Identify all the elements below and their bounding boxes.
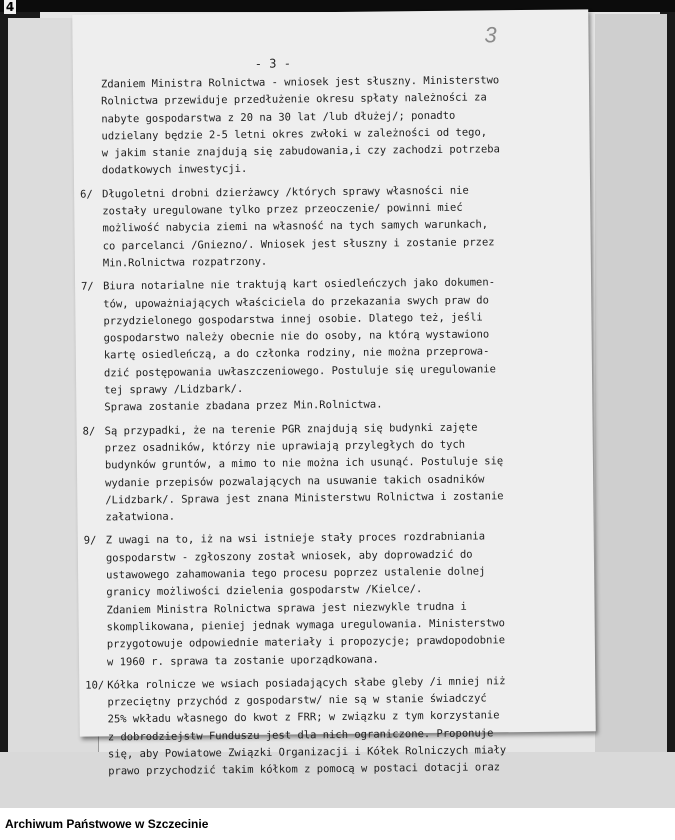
paragraph-8 [82,418,586,527]
typed-document-page [72,9,596,778]
paragraph-number: 10/ [85,679,105,692]
text-line: kartę osiedleńczą, a do członka rodziny, nie można przeprowa- [103,345,490,362]
text-line: się, aby Powiatowe Związki Organizacji i Kółek Rolniczych miały [107,744,507,761]
paragraph-number: 9/ [83,534,97,548]
text-line: przez osadników, którzy nie uprawiają przyległych do tych [104,438,466,455]
document-body [80,71,588,781]
text-line: Kółka rolnicze we wsiach posiadających słabe gleby /i mniej niż [107,675,506,692]
text-line: gospodarstw - zgłoszony został wniosek, aby doprowadzić do [105,548,473,565]
text-line: w 1960 r. sprawa ta zostanie uporządkowana. [106,653,379,668]
text-line: przeciętny przychód z gospodarstw/ nie są w stanie świadczyć [107,692,487,709]
text-line: z dobrodziejstw Funduszu jest dla nich ograniczone. Proponuje [107,727,494,744]
text-line: Sprawa zostanie zbadana przez Min.Rolnictwa. [104,398,383,414]
paragraph-number: 6/ [80,188,93,201]
text-line: możliwość nabycia ziemi na własność na tych samych warunkach, [102,218,489,235]
text-line: przydzielonego gospodarstwa innej osobie. Dlatego też, jeśli [103,311,483,328]
typed-page-marker: - 3 - [254,56,291,71]
paragraph-number: 7/ [81,280,94,293]
text-line: dodatkowych inwestycji. [101,163,248,177]
text-line: granicy możliwości dzielenia gospodarstw /Kielce/. [106,583,423,599]
text-line: Z uwagi na to, iż na wsi istnieje stały proces rozdrabniania [105,530,486,547]
text-line: Rolnictwa przewiduje przedłużenie okresu spłaty należności za [101,91,487,108]
text-line: Zdaniem Ministra Rolnictwa - wniosek jest słuszny. Ministerstwo [100,74,500,91]
archive-caption-bar [0,808,675,840]
text-line: budynków gruntów, a mimo to nie można ich usunąć. Postuluje się [104,455,504,472]
text-line: Są przypadki, że na terenie PGR znajdują się budynki zajęte [104,421,478,438]
text-line: wydanie przepisów pozwalających na usuwanie takich osadników [105,472,485,489]
paragraph-9 [83,528,587,671]
text-line: nabyte gospodarstwa z 20 na 30 lat /lub dłużej/; ponadto [101,109,456,126]
text-line: tów, upoważniających właściciela do przekazania swych praw do [103,293,489,310]
text-line: dzić postępowania uwłaszczeniowego. Postuluje się uregulowanie [103,363,496,380]
text-line: prawo przychodzić takim kółkom z pomocą w postaci dotacji oraz [108,761,501,778]
paragraph-intro [101,71,582,180]
paragraph-7 [81,274,584,417]
text-line: Długoletni drobni dzierżawcy /których sprawy własności nie [102,184,469,201]
paragraph-10 [85,672,588,781]
archive-caption: Archiwum Państwowe w Szczecinie [5,817,209,831]
paragraph-number: 8/ [82,425,96,438]
text-line: ustawowego zahamowania tego procesu poprzez ustalenie dolnej [106,565,486,582]
text-line: w jakim stanie znajdują się zabudowania,i czy zachodzi potrzeba [101,143,500,160]
text-line: gospodarstwo należy obecnie nie do osoby, na którą wystawiono [103,328,490,345]
paragraph-6 [80,181,583,273]
text-line: przygotowuje odpowiednie materiały i propozycje; prawdopodobnie [106,634,506,651]
text-line: Zdaniem Ministra Rolnictwa sprawa jest niezwykle trudna i [106,600,467,617]
text-line: skomplikowana, pieniej jednak wymaga uregulowania. Ministerstwo [106,617,505,634]
frame-number: 4 [5,0,15,14]
text-line: załatwiona. [105,510,176,524]
text-line: tej sprawy /Lidzbark/. [104,382,244,397]
handwritten-page-number: 3 [484,22,497,48]
text-line: zostały uregulowane tylko przez przeoczenie/ powinni mieć [102,201,463,218]
text-line: co parcelanci /Gniezno/. Wniosek jest słuszny i zostanie przez [102,235,495,253]
right-backing-board [595,14,667,794]
text-line: 25% wkładu własnego do kwot z FRR; w związku z tym korzystanie [107,709,500,726]
text-line: Biura notarialne nie traktują kart osiedleńczych jako dokumen- [103,276,496,293]
text-line: Min.Rolnictwa rozpatrzony. [102,255,268,270]
text-line: udzielany będzie 2-5 letni okres zwłoki w zależności od tego, [101,126,488,143]
text-line: /Lidzbark/. Sprawa jest znana Ministerstwu Rolnictwa i zostanie [105,490,504,507]
